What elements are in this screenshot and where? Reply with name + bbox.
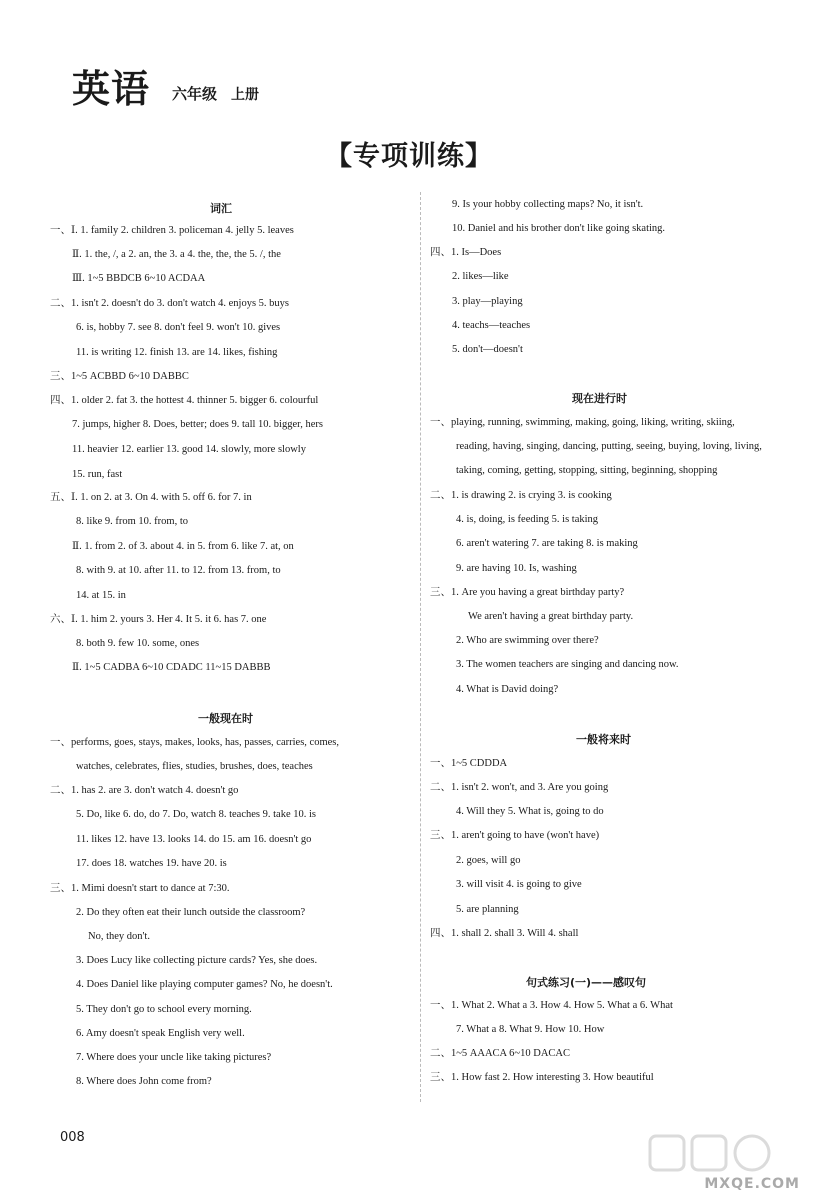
answer-line: 7. jumps, higher 8. Does, better; does 9. tall 10. bigger, hers — [72, 419, 323, 430]
answer-line: 三、1~5 ACBBD 6~10 DABBC — [50, 371, 189, 382]
answer-line: Ⅲ. 1~5 BBDCB 6~10 ACDAA — [72, 273, 206, 284]
answer-line: Ⅱ. 1. from 2. of 3. about 4. in 5. from 6. like 7. at, on — [72, 541, 294, 552]
section-heading-future-simple: 一般将来时 — [576, 733, 631, 746]
answer-line: 4. teachs—teaches — [452, 320, 531, 331]
answer-line: 二、1. has 2. are 3. don't watch 4. doesn't go — [50, 785, 239, 796]
answer-line: 2. Do they often eat their lunch outside the classroom? — [76, 907, 306, 918]
answer-line: 一、1~5 CDDDA — [430, 758, 508, 769]
answer-line: 二、1. isn't 2. won't, and 3. Are you going — [430, 782, 609, 793]
answer-line: 3. Does Lucy like collecting picture cards? Yes, she does. — [76, 955, 318, 966]
answer-line: No, they don't. — [88, 931, 150, 942]
section-heading-exclamatory-sentences: 句式练习(一)——感叹句 — [526, 976, 647, 989]
answer-line: 11. is writing 12. finish 13. are 14. likes, fishing — [76, 347, 278, 358]
answer-line: 9. are having 10. Is, washing — [456, 563, 577, 574]
answer-line: 二、1. is drawing 2. is crying 3. is cooking — [430, 490, 612, 501]
answer-line: 3. play—playing — [452, 296, 523, 307]
answer-line: watches, celebrates, flies, studies, brushes, does, teaches — [76, 761, 313, 772]
answer-line: 三、1. How fast 2. How interesting 3. How beautiful — [430, 1072, 654, 1083]
answer-line: 6. Amy doesn't speak English very well. — [76, 1028, 245, 1039]
answer-line: 8. both 9. few 10. some, ones — [76, 638, 200, 649]
answer-line: 17. does 18. watches 19. have 20. is — [76, 858, 227, 869]
answer-line: 7. Where does your uncle like taking pictures? — [76, 1052, 272, 1063]
main-title: 【专项训练】 — [325, 141, 493, 172]
answer-line: 8. Where does John come from? — [76, 1076, 212, 1087]
answer-line: 一、performs, goes, stays, makes, looks, has, passes, carries, comes, — [50, 737, 339, 748]
answer-line: 8. with 9. at 10. after 11. to 12. from 13. from, to — [76, 565, 281, 576]
answer-line: 11. likes 12. have 13. looks 14. do 15. am 16. doesn't go — [76, 834, 312, 845]
answer-line: 6. is, hobby 7. see 8. don't feel 9. won't 10. gives — [76, 322, 281, 333]
answer-line: 7. What a 8. What 9. How 10. How — [456, 1024, 605, 1035]
answer-line: 三、1. aren't going to have (won't have) — [430, 830, 600, 841]
term-label: 上册 — [231, 87, 260, 103]
answer-line: 5. They don't go to school every morning. — [76, 1004, 252, 1015]
answer-line: 4. Will they 5. What is, going to do — [456, 806, 604, 817]
answer-line: 14. at 15. in — [76, 590, 126, 601]
grade-label: 六年级 — [172, 85, 218, 103]
answer-line: 四、1. older 2. fat 3. the hottest 4. thinner 5. bigger 6. colourful — [50, 395, 319, 406]
answer-line: 二、1. isn't 2. doesn't do 3. don't watch 4. enjoys 5. buys — [50, 298, 289, 309]
page-header — [72, 67, 260, 111]
answer-line: 一、1. What 2. What a 3. How 4. How 5. What a 6. What — [430, 1000, 673, 1011]
answer-line: 三、1. Are you having a great birthday party? — [430, 587, 625, 598]
answer-line: 5. are planning — [456, 904, 519, 915]
answer-line: 10. Daniel and his brother don't like going skating. — [452, 223, 666, 234]
answer-line: 15. run, fast — [72, 469, 123, 480]
answer-line: 4. Does Daniel like playing computer games? No, he doesn't. — [76, 979, 333, 990]
watermark-text: MXQE.COM — [704, 1176, 800, 1192]
answer-line: 3. will visit 4. is going to give — [456, 879, 582, 890]
section-heading-vocabulary: 词汇 — [210, 202, 232, 215]
section-heading-present-simple: 一般现在时 — [198, 712, 253, 725]
answer-line: 六、Ⅰ. 1. him 2. yours 3. Her 4. It 5. it 6. has 7. one — [50, 614, 267, 625]
answer-line: 四、1. shall 2. shall 3. Will 4. shall — [430, 928, 579, 939]
answer-line: reading, having, singing, dancing, putting, seeing, buying, loving, living, — [456, 441, 762, 452]
answer-line: 11. heavier 12. earlier 13. good 14. slowly, more slowly — [72, 444, 306, 455]
answer-line: 9. Is your hobby collecting maps? No, it isn't. — [452, 199, 644, 210]
answer-line: 3. The women teachers are singing and dancing now. — [456, 659, 679, 670]
column-divider — [420, 192, 421, 1102]
answer-line: 5. don't—doesn't — [452, 344, 523, 355]
page-number: 008 — [60, 1130, 85, 1145]
answer-line: 五、Ⅰ. 1. on 2. at 3. On 4. with 5. off 6. for 7. in — [50, 492, 252, 503]
answer-line: taking, coming, getting, stopping, sitting, beginning, shopping — [456, 465, 718, 476]
answer-line: 5. Do, like 6. do, do 7. Do, watch 8. teaches 9. take 10. is — [76, 809, 316, 820]
subject-title: 英语 — [72, 67, 151, 111]
answer-line: 一、playing, running, swimming, making, going, liking, writing, skiing, — [430, 417, 735, 428]
answer-line: 2. Who are swimming over there? — [456, 635, 599, 646]
answer-line: 4. is, doing, is feeding 5. is taking — [456, 514, 599, 525]
answer-line: 三、1. Mimi doesn't start to dance at 7:30. — [50, 883, 230, 894]
answer-line: 二、1~5 AAACA 6~10 DACAC — [430, 1048, 570, 1059]
answer-line: 2. likes—like — [452, 271, 509, 282]
answer-line: 8. like 9. from 10. from, to — [76, 516, 188, 527]
answer-line: 一、Ⅰ. 1. family 2. children 3. policeman 4. jelly 5. leaves — [50, 225, 294, 236]
answer-line: Ⅱ. 1. the, /, a 2. an, the 3. a 4. the, the, the 5. /, the — [72, 249, 281, 260]
answer-line: 4. What is David doing? — [456, 684, 559, 695]
answer-line: 6. aren't watering 7. are taking 8. is making — [456, 538, 638, 549]
answer-line: 四、1. Is—Does — [430, 247, 502, 258]
answer-line: Ⅱ. 1~5 CADBA 6~10 CDADC 11~15 DABBB — [72, 662, 271, 673]
answer-line: We aren't having a great birthday party. — [468, 611, 634, 622]
answer-line: 2. goes, will go — [456, 855, 521, 866]
section-heading-present-continuous: 现在进行时 — [572, 392, 627, 405]
